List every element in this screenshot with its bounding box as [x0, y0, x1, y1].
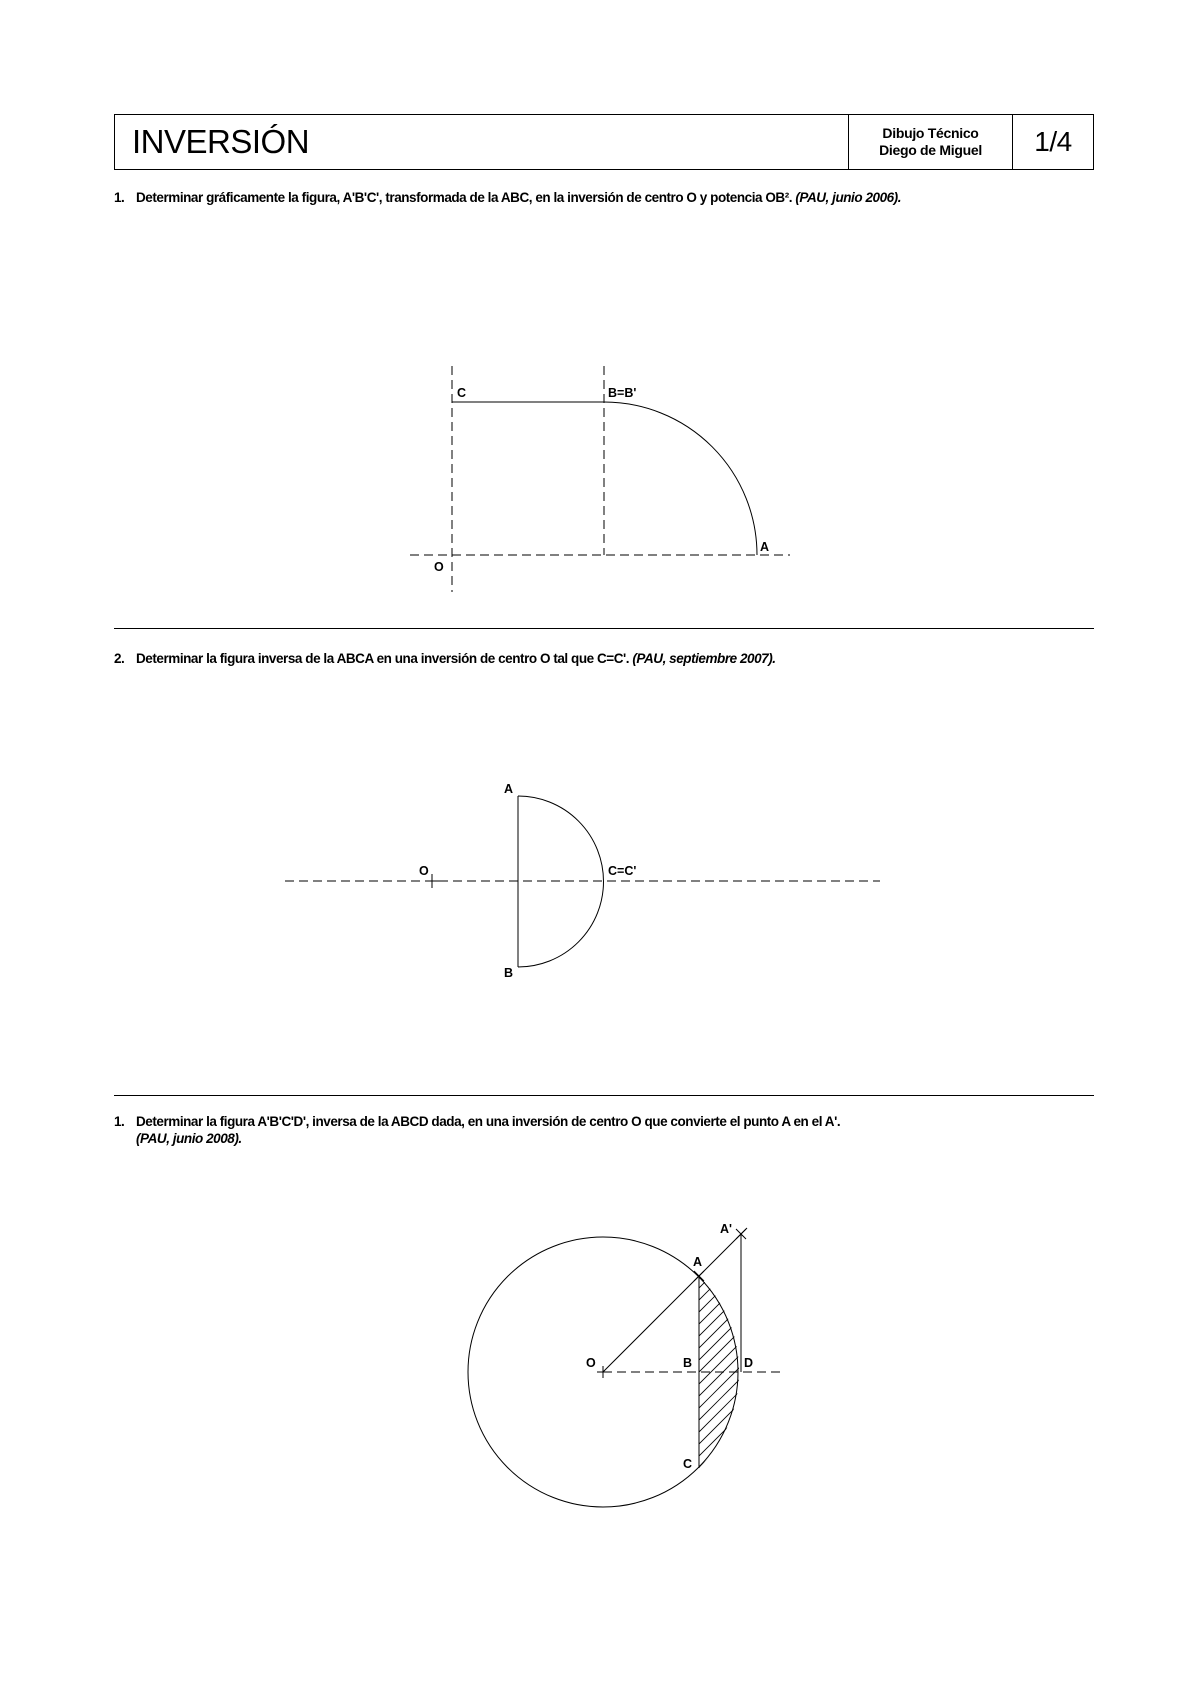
ray-o-a-prime — [603, 1228, 747, 1372]
label-c: C — [457, 386, 467, 400]
label-o: O — [419, 864, 429, 878]
label-d: D — [744, 1356, 754, 1370]
problem-reference: (PAU, junio 2006). — [795, 190, 902, 205]
label-o: O — [434, 560, 444, 574]
label-a: A — [760, 540, 770, 554]
label-b: B=B' — [608, 386, 637, 400]
label-a-prime: A' — [720, 1222, 732, 1236]
problem-text: Determinar gráficamente la figura, A'B'C', transformada de la ABC, en la inversión de centro O y potencia OB². — [136, 190, 796, 205]
label-c: C=C' — [608, 864, 637, 878]
label-o: O — [586, 1356, 596, 1370]
label-b: B — [504, 966, 514, 980]
problem-reference: (PAU, junio 2008). — [136, 1131, 242, 1146]
problem-number: 2. — [114, 651, 125, 666]
label-c: C — [683, 1457, 693, 1471]
label-b: B — [683, 1356, 693, 1370]
problem-text: Determinar la figura A'B'C'D', inversa de la ABCD dada, en una inversión de centro O que convierte el punto A en el A'. — [136, 1114, 841, 1129]
label-a: A — [693, 1255, 703, 1269]
label-a: A — [504, 782, 514, 796]
problem-text: Determinar la figura inversa de la ABCA en una inversión de centro O tal que C=C'. — [136, 651, 633, 666]
author-name: Diego de Miguel — [879, 142, 982, 158]
page-title: INVERSIÓN — [132, 123, 310, 160]
page-number: 1/4 — [1012, 115, 1093, 169]
problem-reference: (PAU, septiembre 2007). — [632, 651, 776, 666]
subject-name: Dibujo Técnico — [882, 125, 979, 141]
problem-number: 1. — [114, 1114, 125, 1129]
problem-number: 1. — [114, 190, 125, 205]
